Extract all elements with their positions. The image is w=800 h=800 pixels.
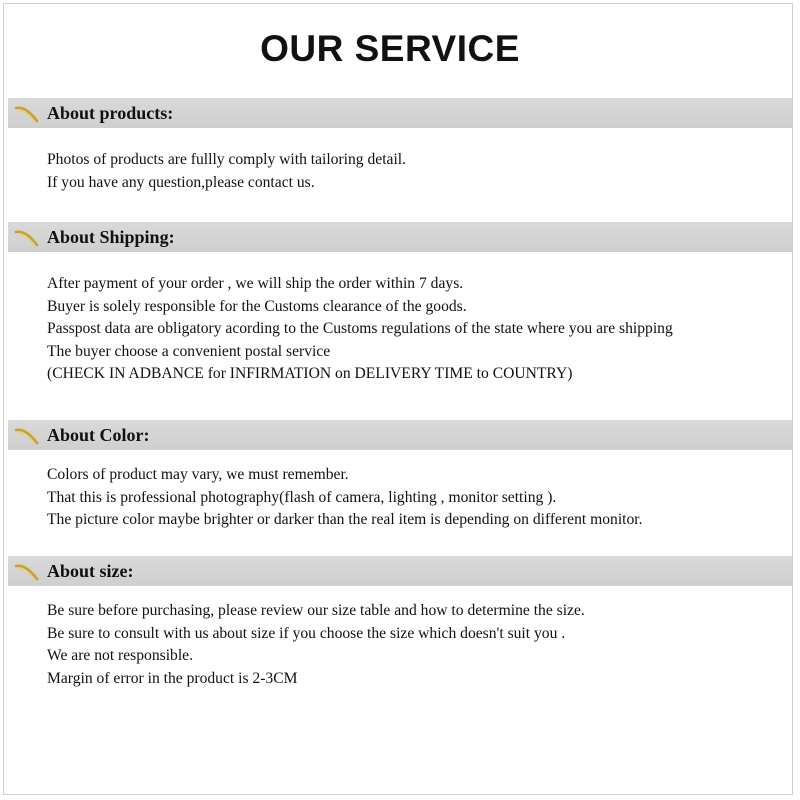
section-header-size bbox=[8, 556, 792, 586]
text-line: Buyer is solely responsible for the Customs clearance of the goods. bbox=[47, 297, 467, 315]
text-line: Be sure to consult with us about size if you choose the size which doesn't suit you . bbox=[47, 624, 566, 642]
section-heading: About products: bbox=[47, 103, 174, 123]
section-header-shipping bbox=[8, 222, 792, 252]
text-line: (CHECK IN ADBANCE for INFIRMATION on DELIVERY TIME to COUNTRY) bbox=[47, 365, 573, 382]
gold-swoosh-icon bbox=[14, 226, 40, 248]
page-title: OUR SERVICE bbox=[260, 28, 520, 69]
gold-swoosh-icon bbox=[14, 560, 40, 582]
text-line: The picture color maybe brighter or darker than the real item is depending on different monitor. bbox=[47, 511, 643, 528]
section-body-size bbox=[47, 600, 792, 690]
text-line: Colors of product may vary, we must remember. bbox=[47, 466, 349, 483]
section-body-products bbox=[47, 149, 792, 194]
text-line: The buyer choose a convenient postal service bbox=[47, 342, 331, 360]
text-line: Photos of products are fullly comply with tailoring detail. bbox=[47, 151, 407, 168]
text-line: That this is professional photography(flash of camera, lighting , monitor setting ). bbox=[47, 488, 557, 506]
section-body-shipping bbox=[47, 273, 792, 386]
text-line: After payment of your order , we will ship the order within 7 days. bbox=[47, 275, 464, 292]
gold-swoosh-icon bbox=[14, 424, 40, 446]
section-header-color bbox=[8, 420, 792, 450]
section-heading: About size: bbox=[47, 561, 134, 581]
text-line: Be sure before purchasing, please review our size table and how to determine the size. bbox=[47, 602, 585, 619]
section-header-products bbox=[8, 98, 792, 128]
text-line: We are not responsible. bbox=[47, 647, 193, 664]
section-body-color bbox=[47, 464, 792, 532]
section-heading: About Color: bbox=[47, 425, 150, 445]
section-heading: About Shipping: bbox=[47, 227, 175, 247]
text-line: Passpost data are obligatory acording to the Customs regulations of the state where you are shipping bbox=[47, 320, 673, 337]
gold-swoosh-icon bbox=[14, 102, 40, 124]
text-line: If you have any question,please contact us. bbox=[47, 173, 315, 191]
text-line: Margin of error in the product is 2-3CM bbox=[47, 669, 298, 687]
